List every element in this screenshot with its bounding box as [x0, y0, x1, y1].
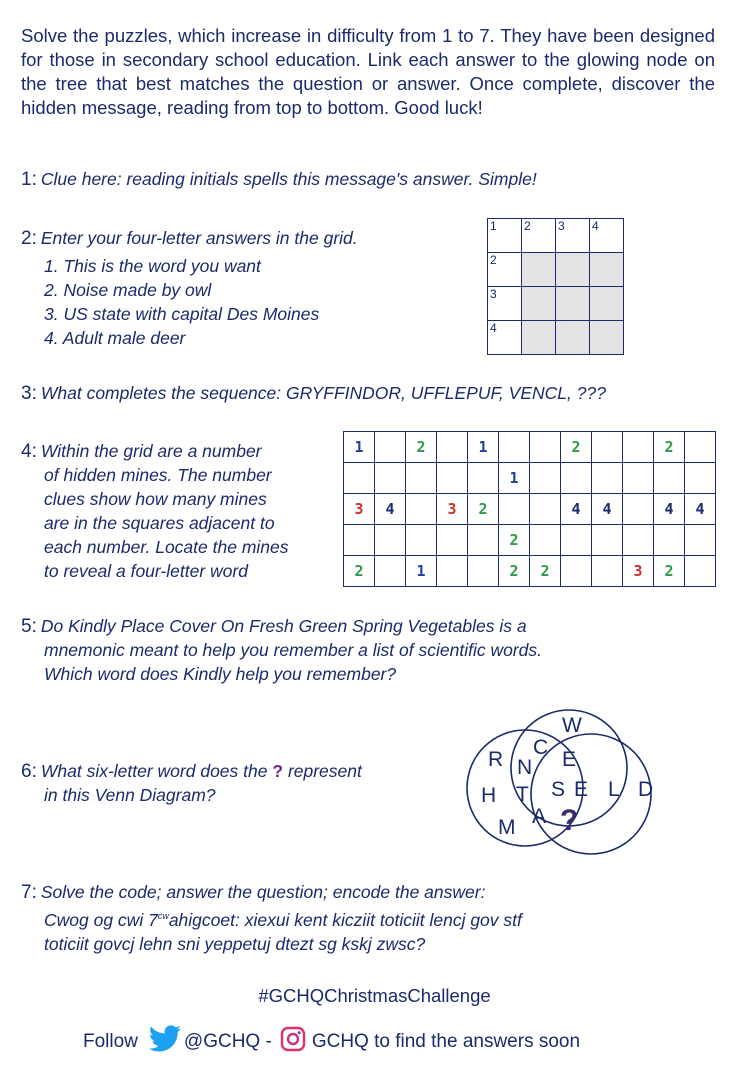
mine-cell[interactable]	[406, 432, 437, 463]
mine-cell[interactable]	[592, 494, 623, 525]
cell-number: 3	[490, 287, 497, 301]
venn-letter: S	[551, 778, 566, 801]
mine-cell[interactable]	[344, 463, 375, 494]
mine-cell[interactable]	[592, 463, 623, 494]
cipher-superscript: cw	[157, 911, 169, 921]
question-number: 2:	[21, 228, 37, 249]
clue-item: 4. Adult male deer	[44, 328, 186, 348]
grid-cell[interactable]	[590, 219, 624, 253]
hashtag: #GCHQChristmasChallenge	[258, 985, 491, 1006]
grid-cell[interactable]	[488, 253, 522, 287]
mine-cell[interactable]	[654, 463, 685, 494]
mine-cell[interactable]	[344, 525, 375, 556]
question-text: Solve the code; answer the question; encode the answer:	[40, 882, 486, 902]
follow-label: Follow	[83, 1031, 138, 1052]
mine-cell[interactable]	[375, 525, 406, 556]
question-number: 6:	[21, 761, 37, 782]
twitter-handle[interactable]: @GCHQ -	[183, 1031, 272, 1052]
question-number: 4:	[21, 441, 37, 462]
mine-cell[interactable]	[499, 494, 530, 525]
mine-cell[interactable]	[561, 494, 592, 525]
cipher-part: ahigcoet: xiexui kent kicziit toticiit lencj gov stf	[168, 909, 522, 930]
question-7	[21, 880, 485, 905]
mine-cell[interactable]	[499, 556, 530, 587]
venn-letter: E	[574, 778, 589, 801]
mine-cell[interactable]	[437, 525, 468, 556]
mine-cell[interactable]	[344, 494, 375, 525]
mine-cell[interactable]	[623, 556, 654, 587]
clue-item: 3. US state with capital Des Moines	[44, 304, 320, 324]
question-number: 7:	[21, 882, 37, 903]
question-text: are in the squares adjacent to	[44, 513, 275, 533]
question-mark-symbol: ?	[272, 761, 284, 781]
cell-number: 1	[490, 219, 497, 233]
grid-cell[interactable]	[556, 219, 590, 253]
mine-clue-number: 2	[509, 531, 519, 549]
grid-cell[interactable]	[522, 321, 556, 355]
question-text: Do Kindly Place Cover On Fresh Green Spring Vegetables is a	[40, 616, 527, 636]
mine-clue-number: 2	[354, 562, 364, 580]
venn-letter: M	[498, 816, 516, 839]
mine-cell[interactable]	[685, 432, 716, 463]
mine-cell[interactable]	[592, 556, 623, 587]
instagram-icon[interactable]	[280, 1026, 306, 1058]
mine-cell[interactable]	[344, 556, 375, 587]
cell-number: 2	[490, 253, 497, 267]
minesweeper-grid	[343, 431, 716, 587]
mine-cell[interactable]	[375, 432, 406, 463]
cell-number: 4	[592, 219, 599, 233]
mine-clue-number: 4	[571, 500, 581, 518]
mine-clue-number: 2	[509, 562, 519, 580]
mine-clue-number: 2	[478, 500, 488, 518]
mine-cell[interactable]	[375, 463, 406, 494]
intro-paragraph: Solve the puzzles, which increase in difficulty from 1 to 7. They have been designed for those in secondary school education. Link each answer to the glowing node on the tree that best matches the question or answer. Once complete, discover the hidden message, reading from top to bottom. Good luck!	[21, 25, 715, 118]
mine-cell[interactable]	[406, 556, 437, 587]
mine-cell[interactable]	[685, 494, 716, 525]
question-text: clues show how many mines	[44, 489, 267, 509]
mine-cell[interactable]	[468, 525, 499, 556]
venn-letter: L	[608, 778, 620, 801]
cell-number: 2	[524, 219, 531, 233]
question-3	[21, 381, 606, 406]
mine-cell[interactable]	[468, 556, 499, 587]
mine-clue-number: 2	[571, 438, 581, 456]
mine-cell[interactable]	[499, 432, 530, 463]
grid-cell[interactable]	[590, 253, 624, 287]
mine-clue-number: 1	[354, 438, 364, 456]
follow-line	[83, 1025, 580, 1059]
twitter-bird-icon[interactable]	[148, 1025, 182, 1059]
cipher-part: Cwog og cwi 7	[44, 909, 158, 930]
grid-cell[interactable]	[590, 287, 624, 321]
mine-cell[interactable]	[592, 432, 623, 463]
cipher-line: toticiit govcj lehn sni yeppetuj dtezt sg kskj zwsc?	[44, 933, 426, 954]
question-4	[21, 439, 262, 464]
grid-cell[interactable]	[488, 321, 522, 355]
mine-cell[interactable]	[406, 494, 437, 525]
question-text: to reveal a four-letter word	[44, 561, 248, 581]
mine-cell[interactable]	[468, 432, 499, 463]
mine-cell[interactable]	[654, 556, 685, 587]
mine-cell[interactable]	[375, 494, 406, 525]
mine-cell[interactable]	[344, 432, 375, 463]
cipher-text	[44, 904, 522, 956]
question-6-body	[44, 783, 216, 807]
mine-clue-number: 2	[416, 438, 426, 456]
mine-cell[interactable]	[561, 556, 592, 587]
mine-clue-number: 4	[664, 500, 674, 518]
mine-cell[interactable]	[468, 494, 499, 525]
mine-cell[interactable]	[654, 525, 685, 556]
mine-cell[interactable]	[623, 432, 654, 463]
mine-cell[interactable]	[530, 432, 561, 463]
question-4-body	[44, 463, 289, 583]
venn-letter: A	[532, 805, 547, 828]
mine-cell[interactable]	[654, 432, 685, 463]
mine-cell[interactable]	[530, 556, 561, 587]
mine-clue-number: 4	[385, 500, 395, 518]
question-number: 1:	[21, 169, 37, 190]
mine-cell[interactable]	[685, 463, 716, 494]
venn-circle-right	[531, 734, 654, 854]
mine-cell[interactable]	[623, 494, 654, 525]
mine-clue-number: 3	[447, 500, 457, 518]
question-text: What completes the sequence: GRYFFINDOR, UFFLEPUF, VENCL, ???	[40, 383, 606, 403]
question-text: of hidden mines. The number	[44, 465, 272, 485]
mine-clue-number: 1	[416, 562, 426, 580]
cell-number: 3	[558, 219, 565, 233]
mine-clue-number: 3	[354, 500, 364, 518]
grid-cell[interactable]	[488, 287, 522, 321]
cell-number: 4	[490, 321, 497, 335]
mine-clue-number: 2	[664, 438, 674, 456]
grid-cell[interactable]	[556, 287, 590, 321]
venn-letter: W	[562, 714, 582, 737]
question-5	[21, 614, 527, 639]
question-text: represent	[287, 761, 362, 781]
mine-clue-number: 4	[602, 500, 612, 518]
mine-cell[interactable]	[437, 556, 468, 587]
clue-item: 1. This is the word you want	[44, 256, 261, 276]
question-text: Enter your four-letter answers in the grid.	[40, 228, 358, 248]
venn-letter: R	[488, 748, 504, 771]
question-2	[21, 226, 358, 251]
mine-cell[interactable]	[623, 463, 654, 494]
mine-cell[interactable]	[685, 525, 716, 556]
mine-cell[interactable]	[499, 463, 530, 494]
grid-cell[interactable]	[590, 321, 624, 355]
mine-clue-number: 2	[664, 562, 674, 580]
mine-cell[interactable]	[561, 525, 592, 556]
mine-cell[interactable]	[530, 525, 561, 556]
venn-diagram	[465, 706, 685, 861]
venn-letter: H	[481, 784, 497, 807]
clue-list	[44, 254, 319, 350]
question-text: What six-letter word does the	[40, 761, 268, 781]
mine-cell[interactable]	[654, 494, 685, 525]
instagram-handle[interactable]: GCHQ to find the answers soon	[311, 1031, 581, 1052]
mine-cell[interactable]	[561, 463, 592, 494]
question-number: 3:	[21, 383, 37, 404]
clue-item: 2. Noise made by owl	[44, 280, 212, 300]
mine-cell[interactable]	[685, 556, 716, 587]
grid-cell[interactable]	[488, 219, 522, 253]
mine-cell[interactable]	[437, 463, 468, 494]
venn-question-mark: ?	[560, 804, 579, 837]
mine-cell[interactable]	[406, 463, 437, 494]
question-5-body	[44, 638, 542, 686]
grid-cell[interactable]	[522, 253, 556, 287]
venn-letter: E	[562, 748, 577, 771]
venn-letter: T	[516, 783, 529, 806]
mine-cell[interactable]	[437, 432, 468, 463]
question-6	[21, 759, 362, 784]
question-number: 5:	[21, 616, 37, 637]
mine-clue-number: 1	[509, 469, 519, 487]
venn-letter: D	[638, 778, 654, 801]
grid-cell[interactable]	[522, 219, 556, 253]
mine-cell[interactable]	[623, 525, 654, 556]
grid-cell[interactable]	[522, 287, 556, 321]
mine-cell[interactable]	[530, 494, 561, 525]
question-text: mnemonic meant to help you remember a list of scientific words.	[44, 640, 542, 660]
question-text: Within the grid are a number	[40, 441, 262, 461]
mine-cell[interactable]	[499, 525, 530, 556]
mine-clue-number: 4	[695, 500, 705, 518]
question-text: Which word does Kindly help you remember?	[44, 664, 397, 684]
mine-cell[interactable]	[406, 525, 437, 556]
mine-cell[interactable]	[530, 463, 561, 494]
grid-cell[interactable]	[556, 253, 590, 287]
mine-cell[interactable]	[437, 494, 468, 525]
question-1	[21, 167, 537, 192]
mine-cell[interactable]	[468, 463, 499, 494]
question-text: each number. Locate the mines	[44, 537, 289, 557]
question-text: Clue here: reading initials spells this message's answer. Simple!	[40, 169, 537, 189]
mine-cell[interactable]	[375, 556, 406, 587]
mine-cell[interactable]	[592, 525, 623, 556]
venn-letter: C	[533, 736, 549, 759]
mine-clue-number: 3	[633, 562, 643, 580]
grid-cell[interactable]	[556, 321, 590, 355]
question-text: in this Venn Diagram?	[44, 785, 216, 805]
cipher-line	[44, 904, 522, 932]
mine-cell[interactable]	[561, 432, 592, 463]
word-square-grid	[487, 218, 624, 355]
mine-clue-number: 1	[478, 438, 488, 456]
venn-letter: N	[517, 756, 533, 779]
mine-clue-number: 2	[540, 562, 550, 580]
